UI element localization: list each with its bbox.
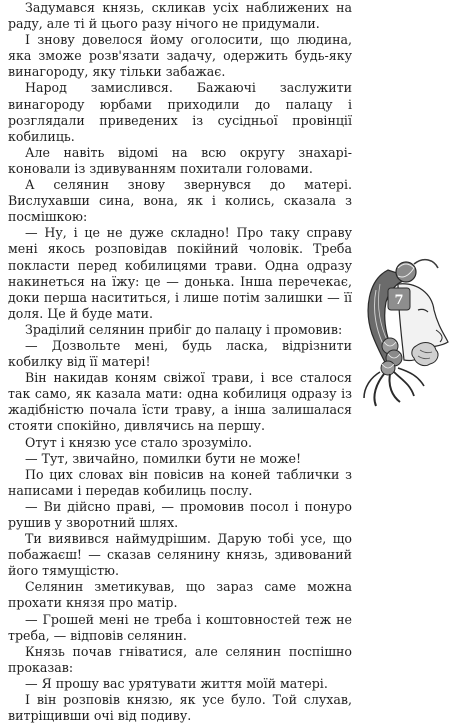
page-number-mask-ornament-icon — [358, 250, 454, 410]
paragraph: — Грошей мені не треба і коштовностей теж не треба, — відповів селянин. — [8, 611, 352, 643]
paragraph: — Я прошу вас урятувати життя моїй матері. — [25, 675, 328, 691]
paragraph: — Ну, і це не дуже складно! Про таку справу мені якось розповідав покійний чоловік. Треба покласти перед кобилицями трави. Одна одразу накинеться на їжу: це — донька. Інша перечекає, доки перша насититься, і лише потім залишки — її доля. Це й буде мати. — [8, 225, 352, 321]
paragraph: Але навіть відомі на всю округу знахарі-коновали із здивуванням похитали головами. — [8, 144, 352, 176]
paragraph: Селянин зметикував, що зараз саме можна прохати князя про матір. — [8, 579, 352, 611]
paragraph: Зраділий селянин прибіг до палацу і промовив: — [25, 321, 343, 337]
paragraph: — Дозвольте мені, будь ласка, відрізнити кобилку від її матері! — [8, 337, 352, 370]
paragraph: Задумався князь, скликав усіх наближених на раду, але ті й цього разу нічого не придумали. — [8, 0, 352, 32]
paragraph: А селянин знову звернувся до матері. Вислухавши сина, вона, як і колись, сказала з посмішкою: — [8, 177, 352, 225]
paragraph: І знову довелося йому оголосити, що людина, яка зможе розв'язати задачу, одержить будь-яку винагороду, яку тільки забажає. — [8, 32, 352, 80]
paragraph: — Ви дійсно праві, — промовив посол і понуро рушив у зворотний шлях. — [8, 498, 352, 530]
paragraph: По цих словах він повісив на коней таблички з написами і передав кобилиць послу. — [8, 466, 352, 498]
body-text — [8, 0, 352, 724]
page-number: 7 — [394, 293, 404, 308]
paragraph: Народ замислився. Бажаючі заслужити винагороду юрбами приходили до палацу і розглядали приведених із сусідньої провінції кобилиць. — [8, 80, 352, 144]
paragraph: Князь почав гніватися, але селянин поспішно проказав: — [8, 643, 352, 675]
paragraph: — Тут, звичайно, помилки бути не може! — [25, 450, 302, 466]
paragraph: І він розповів князю, як усе було. Той слухав, витріщивши очі від подиву. — [8, 692, 352, 724]
paragraph: Отут і князю усе стало зрозуміло. — [25, 434, 252, 450]
paragraph: Ти виявився наймудрішим. Дарую тобі усе, що побажаєш! — сказав селянину князь, здивований його тямущістю. — [8, 531, 352, 579]
paragraph: Він накидав коням свіжої трави, і все сталося так само, як казала мати: одна кобилиця одразу із жадібністю почала їсти траву, а інша залишалася стояти спокійно, дивлячись на першу. — [8, 370, 352, 434]
